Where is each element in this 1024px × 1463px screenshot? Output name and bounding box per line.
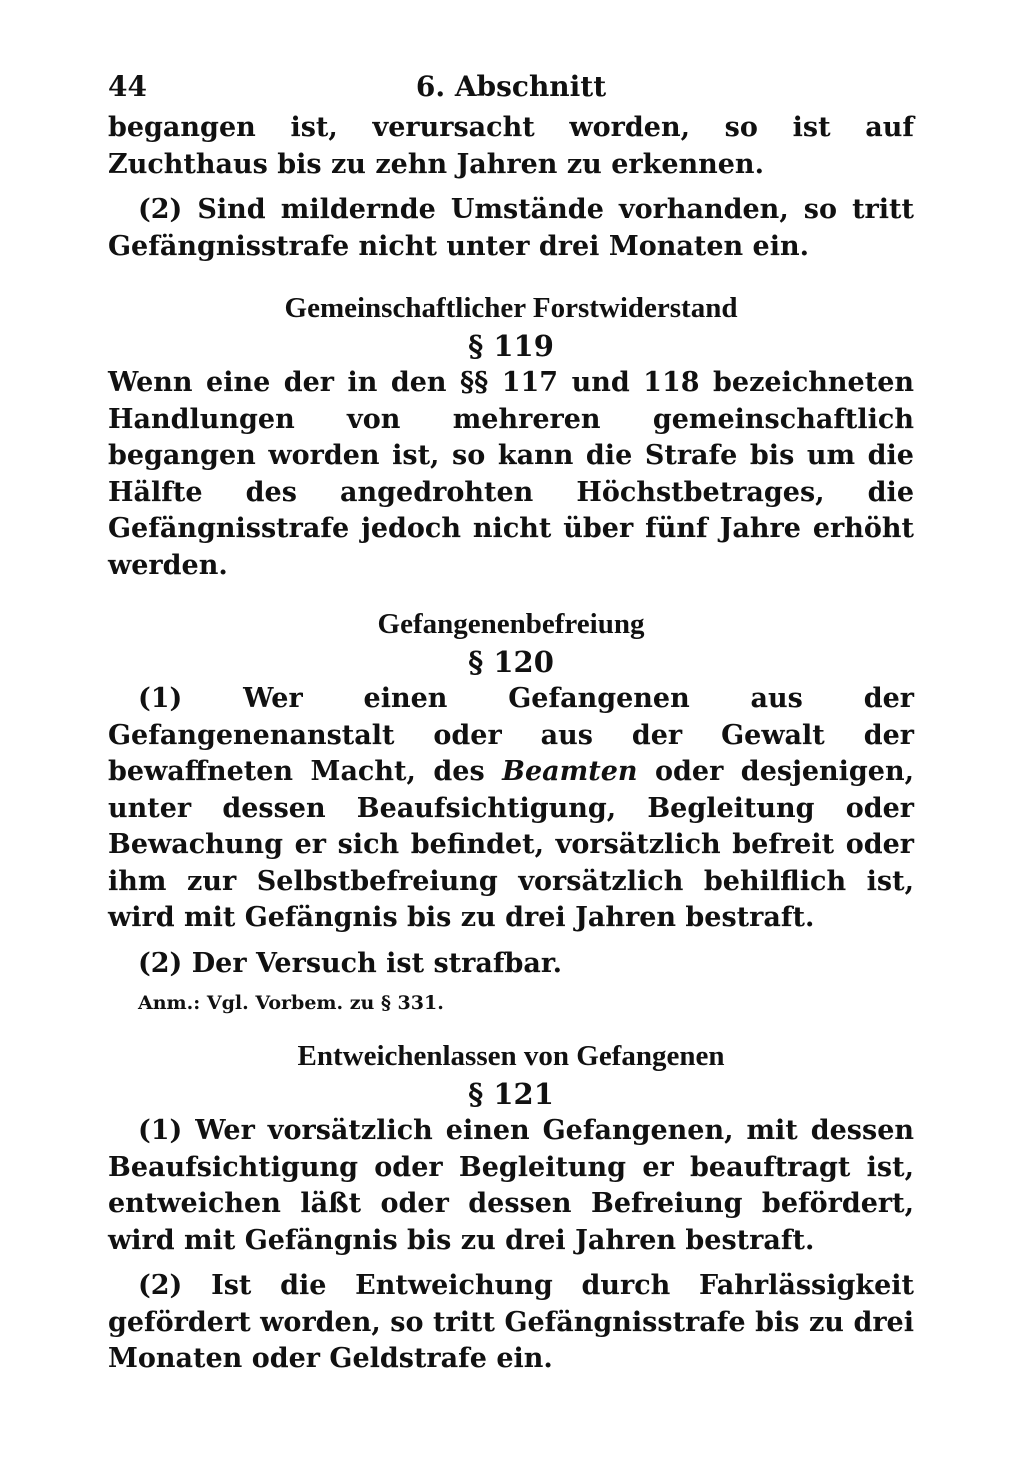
section-120-number: § 120 — [468, 645, 554, 679]
section-120-p1-italic: Beamten — [502, 756, 638, 787]
section-121-heading: Entweichenlassen von Gefangenen — [297, 1040, 725, 1072]
book-page — [108, 70, 914, 1378]
paragraph-2-mitigating: (2) Sind mildernde Umstände vorhanden, so tritt Gefängnisstrafe nicht unter drei Monaten ein. — [108, 194, 914, 262]
section-120-annotation: Anm.: Vgl. Vorbem. zu § 331. — [138, 992, 444, 1014]
section-121-paragraph-2: (2) Ist die Entweichung durch Fahrlässigkeit gefördert worden, so tritt Gefängnisstrafe bis zu drei Monaten oder Geldstrafe ein. — [108, 1270, 914, 1374]
section-120-p1-text-a: (1) Wer einen Gefangenen aus der Gefangenenanstalt oder aus der Gewalt der bewaffneten Macht, des — [108, 683, 914, 787]
section-121-paragraph-1: (1) Wer vorsätzlich einen Gefangenen, mit dessen Beaufsichtigung oder Begleitung er beauftragt ist, entweichen läßt oder dessen Befreiung befördert, wird mit Gefängnis bis zu drei Jahren bestraft. — [108, 1115, 914, 1256]
section-119-text: Wenn eine der in den §§ 117 und 118 bezeichneten Handlungen von mehreren gemeinschaftlich begangen worden ist, so kann die Strafe bis um die Hälfte des angedrohten Höchstbetrages, die Gefängnisstrafe jedoch nicht über fünf Jahre erhöht werden. — [108, 367, 914, 581]
section-121-number: § 121 — [468, 1077, 554, 1111]
section-120-paragraph-2: (2) Der Versuch ist strafbar. — [138, 947, 562, 979]
section-120-paragraph-1 — [108, 681, 914, 937]
page-header — [108, 70, 914, 110]
page-number: 44 — [108, 70, 147, 103]
section-119-number: § 119 — [468, 329, 554, 363]
section-120-p1-text-b: oder desjenigen, unter dessen Beaufsichtigung, Begleitung oder Bewachung er sich befindet, vorsätzlich befreit oder ihm zur Selbstbefreiung vorsätzlich behilflich ist, wird mit Gefängnis bis zu drei Jahren bestraft. — [108, 756, 914, 933]
continuation-paragraph: begangen ist, verursacht worden, so ist auf Zuchthaus bis zu zehn Jahren zu erkennen. — [108, 112, 914, 180]
section-120-heading: Gefangenenbefreiung — [377, 608, 645, 640]
running-title: 6. Abschnitt — [415, 70, 607, 103]
section-119-heading: Gemeinschaftlicher Forstwiderstand — [284, 292, 738, 324]
